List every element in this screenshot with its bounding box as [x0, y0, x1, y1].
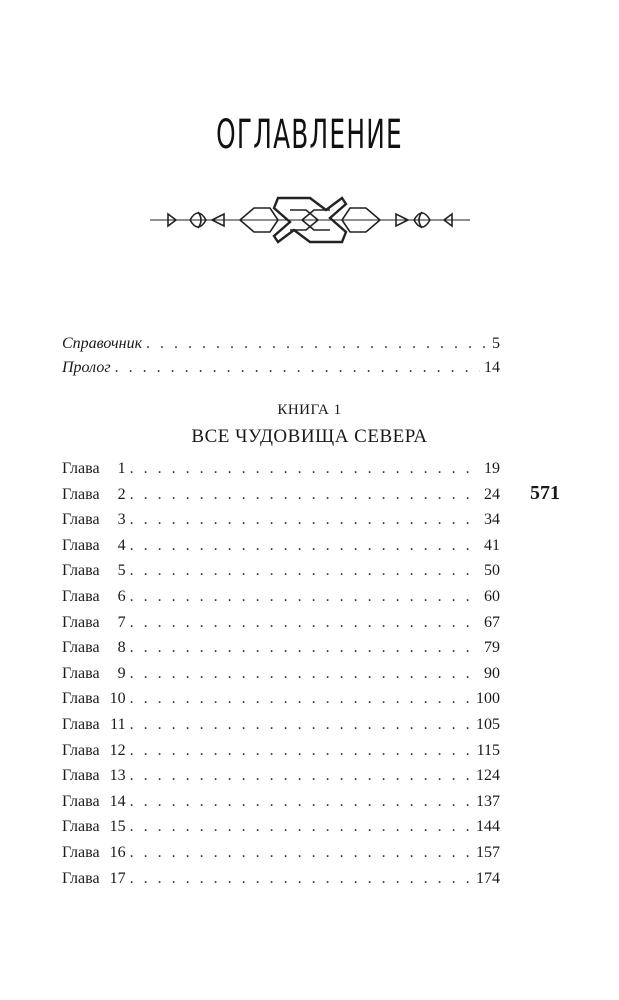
dot-leader — [130, 611, 480, 635]
chapter-word: Глава — [62, 767, 100, 785]
toc-page-number: 79 — [484, 639, 500, 657]
dot-leader — [130, 815, 472, 839]
toc-row-chapter — [62, 815, 500, 839]
chapter-word: Глава — [62, 485, 100, 503]
dot-leader — [130, 534, 480, 558]
toc-row-chapter — [62, 867, 500, 891]
chapter-word: Глава — [62, 613, 100, 631]
chapter-word: Глава — [62, 536, 100, 554]
dot-leader — [130, 559, 480, 583]
dot-leader — [130, 508, 480, 532]
chapter-number: 13 — [109, 767, 126, 785]
chapter-number: 6 — [117, 588, 126, 605]
celtic-knot-ornament-icon — [150, 190, 470, 250]
dot-leader — [130, 739, 473, 763]
toc-page-number: 105 — [476, 716, 500, 733]
chapter-word: Глава — [62, 792, 100, 810]
chapter-word: Глава — [62, 562, 100, 580]
toc-row-chapter — [62, 457, 500, 481]
toc-row-chapter — [62, 611, 500, 635]
chapter-number: 5 — [117, 562, 126, 580]
page-title: ОГЛАВЛЕНИЕ — [216, 112, 403, 158]
toc-row-front-matter — [62, 332, 500, 356]
book-title: ВСЕ ЧУДОВИЩА СЕВЕРА — [191, 426, 428, 447]
chapter-word: Глава — [62, 690, 100, 708]
dot-leader — [146, 332, 488, 356]
dot-leader — [130, 841, 472, 865]
dot-leader — [130, 687, 472, 711]
toc-row-chapter — [62, 764, 500, 788]
toc-row-chapter — [62, 483, 500, 507]
toc-row-chapter — [62, 636, 500, 660]
toc-row-front-matter — [62, 356, 500, 380]
chapter-number: 8 — [117, 639, 126, 657]
chapter-number: 7 — [117, 613, 126, 631]
chapter-word: Глава — [62, 460, 100, 477]
toc-page-number: 115 — [476, 741, 500, 759]
chapter-word: Глава — [62, 741, 100, 759]
chapter-number: 9 — [117, 664, 126, 682]
book-label: КНИГА 1 — [277, 402, 342, 418]
toc-page-number: 100 — [476, 690, 500, 708]
toc-page-number: 60 — [484, 588, 500, 605]
chapter-number: 16 — [109, 844, 126, 861]
toc-page-number: 67 — [484, 613, 500, 631]
chapter-word: Глава — [62, 664, 100, 682]
toc-page-number: 19 — [484, 460, 500, 477]
dot-leader — [130, 636, 480, 660]
toc-page-number: 24 — [484, 485, 500, 503]
toc-row-chapter — [62, 790, 500, 814]
toc-page-number: 34 — [484, 511, 500, 529]
toc-page-number: 157 — [476, 844, 500, 861]
dot-leader — [130, 585, 480, 609]
chapter-word: Глава — [62, 588, 100, 605]
toc-row-chapter — [62, 687, 500, 711]
toc-entry-label: Справочник — [62, 335, 143, 352]
dot-leader — [130, 764, 472, 788]
toc-row-chapter — [62, 508, 500, 532]
chapter-number: 17 — [109, 869, 126, 887]
toc-page-number: 50 — [484, 562, 500, 580]
dot-leader — [130, 457, 480, 481]
toc-row-chapter — [62, 713, 500, 737]
dot-leader — [130, 662, 480, 686]
dot-leader — [115, 356, 480, 380]
toc-row-chapter — [62, 534, 500, 558]
toc-row-chapter — [62, 739, 500, 763]
chapter-number: 14 — [109, 792, 126, 810]
toc-row-chapter — [62, 841, 500, 865]
chapter-word: Глава — [62, 639, 100, 657]
dot-leader — [130, 483, 480, 507]
toc-page-number: 14 — [484, 359, 500, 376]
dot-leader — [130, 790, 472, 814]
chapter-word: Глава — [62, 511, 100, 529]
chapter-number: 3 — [117, 511, 126, 529]
chapter-number: 2 — [117, 485, 126, 503]
toc-page-number: 41 — [484, 536, 500, 554]
chapter-word: Глава — [62, 716, 100, 733]
toc-page-number: 124 — [476, 767, 500, 785]
toc-entry-label: Пролог — [62, 359, 111, 376]
dot-leader — [130, 867, 472, 891]
toc-page-number: 144 — [476, 818, 500, 836]
toc-page-number: 137 — [476, 792, 500, 810]
chapter-number: 4 — [117, 536, 126, 554]
toc-row-chapter — [62, 585, 500, 609]
page-number: 571 — [530, 482, 560, 504]
chapter-word: Глава — [62, 844, 100, 861]
dot-leader — [130, 713, 472, 737]
chapter-number: 10 — [109, 690, 126, 708]
chapter-number: 11 — [110, 716, 126, 733]
chapter-word: Глава — [62, 869, 100, 887]
chapter-word: Глава — [62, 818, 100, 836]
chapter-number: 15 — [109, 818, 126, 836]
toc-page-number: 5 — [492, 335, 500, 352]
chapter-number: 12 — [109, 741, 126, 759]
toc-row-chapter — [62, 662, 500, 686]
toc-page-number: 90 — [484, 664, 500, 682]
chapter-number: 1 — [117, 460, 126, 477]
toc-row-chapter — [62, 559, 500, 583]
toc-page-number: 174 — [476, 869, 500, 887]
